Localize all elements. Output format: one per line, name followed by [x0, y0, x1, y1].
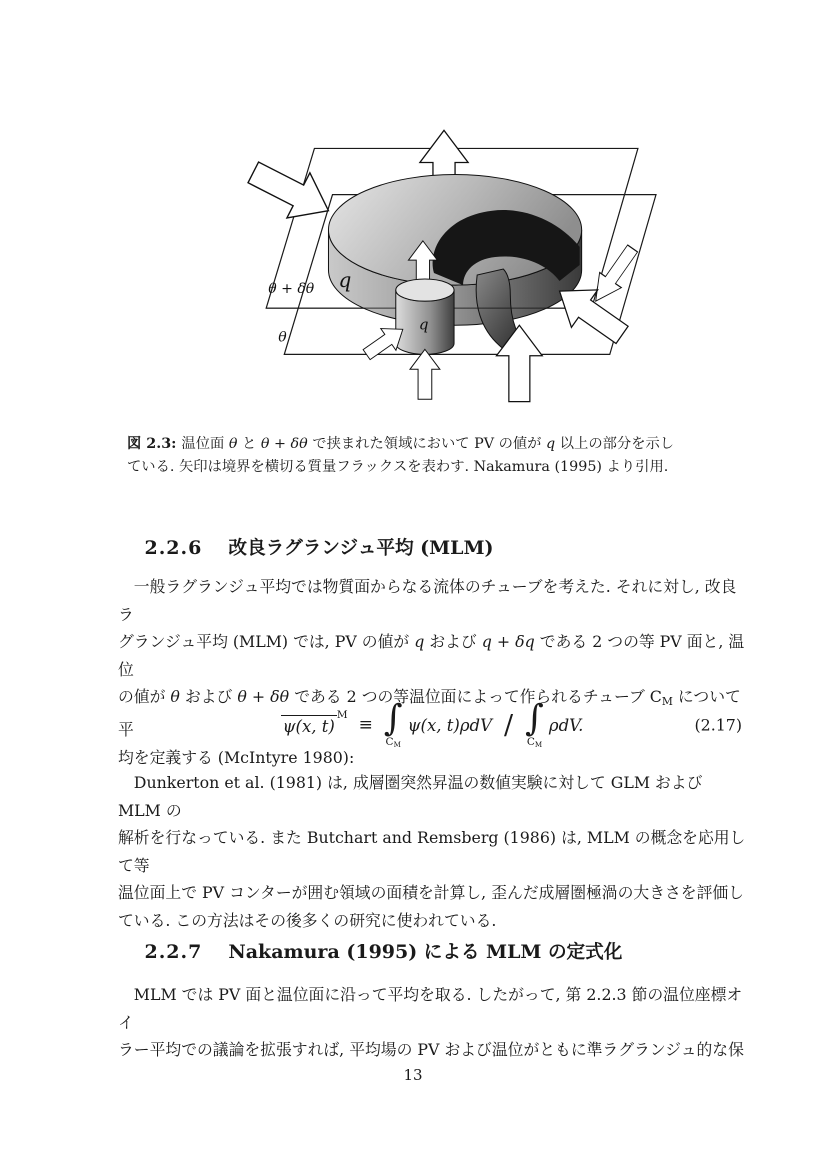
equation-number: (2.17) — [694, 715, 742, 735]
text-run: ている. 矢印は境界を横切る質量フラックスを表わす. Nakamura (1995) より引用. — [127, 458, 669, 475]
text-run: θ — [228, 436, 238, 452]
text-run: について平 — [118, 687, 741, 740]
mass-flux-arrow-bottom-center — [410, 349, 440, 399]
figure-2-3-drawing — [226, 124, 658, 416]
text-run: θ — [170, 687, 180, 707]
text-run: MLM では PV 面と温位面に沿って平均を取る. したがって, 第 2.2.3 節の温位座標オイ — [118, 985, 743, 1032]
integral-domain — [527, 737, 542, 748]
text-run: および — [179, 687, 238, 707]
text-line — [127, 456, 711, 479]
text-run: (MLM) — [420, 537, 494, 559]
text-run: 改良ラグランジュ平均 — [228, 538, 421, 559]
equation-lhs — [281, 708, 348, 736]
section-heading-2-2-7 — [118, 916, 622, 986]
text-line — [118, 824, 746, 879]
text-line — [118, 573, 746, 628]
integral-1 — [383, 697, 403, 750]
section-number: 2.2.7 — [144, 941, 203, 963]
text-run: 一般ラグランジュ平均では物質面からなる流体のチューブを考えた. それに対し, 改良ラ — [118, 577, 737, 624]
text-run: Nakamura (1995) — [228, 941, 418, 963]
text-run: MLM — [486, 941, 542, 963]
equiv-sign: ≡ — [358, 715, 373, 735]
text-run: と — [237, 436, 261, 452]
upper-plane-label: θ + δθ — [268, 281, 315, 298]
section-heading-2-2-6 — [118, 512, 494, 582]
pv-cylinder-label: q — [418, 315, 429, 334]
text-run: 図 2.3: — [127, 436, 182, 452]
integral-sign: ∫ — [525, 697, 544, 739]
body-paragraph-2 — [118, 769, 746, 935]
text-line — [127, 433, 711, 456]
section-title — [228, 537, 493, 559]
text-run: q — [546, 436, 556, 452]
text-line — [118, 769, 746, 824]
text-line — [118, 628, 746, 683]
text-run: 温位面上で PV コンターが囲む領域の面積を計算し, 歪んだ成層圏極渦の大きさを評価し — [118, 883, 744, 903]
psi-average: ψ(x, t) — [282, 716, 335, 736]
division-slash: / — [504, 709, 514, 741]
figure-2-3 — [226, 124, 658, 416]
text-run: θ + δθ — [260, 436, 308, 452]
integral-domain — [386, 737, 401, 748]
figure-caption — [127, 433, 711, 478]
text-run: で挟まれた領域において PV の値が — [307, 436, 547, 452]
text-line — [118, 981, 746, 1036]
text-run: ている. この方法はその後多くの研究に使われている. — [118, 910, 497, 930]
equation-2-17 — [118, 688, 746, 762]
text-run: 温位面 — [181, 436, 229, 452]
body-paragraph-3 — [118, 981, 746, 1064]
lower-plane-label: θ — [278, 329, 287, 346]
mass-flux-arrow-top-left — [242, 150, 340, 233]
integrand-2: ρdV. — [548, 715, 584, 735]
text-run: グランジュ平均 (MLM) では, PV の値が — [118, 632, 415, 652]
text-run: の値が — [118, 687, 171, 707]
text-run: M — [393, 740, 401, 750]
text-run: である 2 つの等温位面によって作られるチューブ C — [289, 687, 662, 707]
text-line — [118, 879, 746, 907]
text-run: の定式化 — [541, 942, 623, 963]
page-number: 13 — [403, 1066, 423, 1084]
text-run: ラー平均での議論を拡張すれば, 平均場の PV および温位がともに準ラグランジュ的な保 — [118, 1040, 744, 1060]
text-run: 解析を行なっている. また Butchart and Remsberg (1986) は, MLM の概念を応用して等 — [118, 828, 746, 875]
section-number: 2.2.6 — [144, 537, 203, 559]
text-run: 均を定義する (McIntyre 1980): — [118, 747, 355, 767]
integral-sign: ∫ — [383, 697, 403, 739]
equation-body — [118, 688, 746, 762]
section-title — [228, 941, 622, 963]
text-run: q — [414, 632, 425, 652]
text-run: C — [385, 735, 394, 748]
text-run: による — [417, 942, 487, 963]
integral-2 — [525, 697, 544, 750]
mass-flux-arrow-right-edge — [585, 241, 644, 309]
pv-cylinder-top — [396, 279, 454, 301]
integrand-1: ψ(x, t)ρdV — [407, 715, 493, 735]
text-run: および — [424, 632, 482, 652]
text-run: M — [661, 695, 673, 709]
superscript-M: M — [336, 708, 348, 721]
text-run: C — [526, 735, 535, 748]
text-run: Dunkerton et al. (1981) は, 成層圏突然昇温の数値実験に対して GLM および MLM の — [118, 773, 708, 820]
text-run: 以上の部分を示し — [555, 436, 675, 452]
text-line — [118, 1036, 746, 1064]
text-run: q + δq — [481, 632, 535, 652]
pv-disk-label: q — [338, 268, 352, 293]
text-run: θ + δθ — [237, 687, 290, 707]
text-run: M — [534, 740, 543, 750]
text-run: である 2 つの等 PV 面と, 温位 — [118, 632, 745, 679]
